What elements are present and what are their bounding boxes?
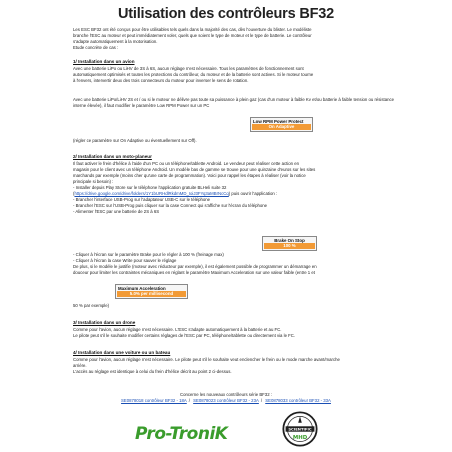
text-line: Il faut activer le frein d'hélice à l'aide d'un PC ou un téléphone/tablette Android. Le vendeur peut réaliser cette action en — [73, 161, 300, 166]
logo-text-top: SCIENTIFIC — [288, 427, 312, 432]
step-line: - Brancher l'ESC sur l'USB-Prog puis cliquer sur la case Connect qui s'affiche sur l'écran du téléphone — [73, 203, 268, 209]
text-line: De plus, si le modèle le justifie (moteur avec réducteur par exemple), il est également possible de programmer un démarrage en — [73, 264, 317, 270]
section-4-heading: 4/ Installation dans une voiture ou un bateau — [73, 350, 171, 355]
footer-links: SE0878018 contrôleur BF32 - 18A / SE0878023 contrôleur BF32 - 23A / SE0878033 contrôleur BF32 - 33A — [121, 398, 331, 403]
section-1-heading: 1/ Installation dans un avion — [73, 59, 135, 64]
setting-value: On Adaptive — [252, 124, 311, 130]
text-line: arrière. — [73, 363, 87, 369]
text-line: principale si besoin) : — [73, 179, 114, 185]
text-line: à l'envers, intervertir deux des trois connecteurs du moteur pour inverser le sens de rotation. — [73, 78, 249, 84]
text-line: magasin pour le client avec un téléphone Android. Un modèle bas de gamme se trouve pour une quinzaine d'euros sur les sites — [73, 167, 316, 173]
section-1-paragraph-2: Avec une batterie LiPo/LiHV 2S et / ou si le moteur ne délivre pas toute sa puissance à plein gaz (cas d'un moteur à faible Kv et/ou batterie à faible tension ou résistance interne élevée), il faut modifier le paramètre Low RPM Power sur un PC — [73, 97, 395, 109]
section-2-paragraph-2 — [73, 252, 398, 276]
section-4-paragraph — [73, 357, 398, 375]
text-line: - Cliquer à l'écran sur le paramètre Brake pour le régler à 100 % (freinage max) — [73, 252, 224, 257]
drive-suffix: ) puis ouvrir l'application : — [228, 191, 278, 197]
text-line: Comme pour l'avion, aucun réglage n'est nécessaire. L'ESC s'adapte automatiquement à la batterie et au FC. — [73, 327, 282, 332]
section-3-paragraph — [73, 327, 398, 339]
text-line: automatiquement optimisés et toutes les protections du contrôleur, du moteur et de la batterie sont actives. Si le moteur tourne — [73, 72, 314, 78]
step-line: - Installer depuis Play Store sur le téléphone l'application gratuite BLHeli suite 32 — [73, 185, 227, 191]
text-line: marchands par exemple (moins cher qu'une carte de programmation). Voici pour rappel les étapes à réaliser (voir la notice — [73, 173, 306, 179]
footer — [0, 392, 452, 404]
page-title: Utilisation des contrôleurs BF32 — [118, 6, 334, 22]
section-2-heading: 2/ Installation dans un moto-planeur — [73, 154, 152, 159]
text-line: Avec une batterie LiPo ou LiHV de 3S à 6S, aucun réglage n'est nécessaire. Tous les paramètres de fonctionnement sont — [73, 66, 304, 71]
section-3-heading: 3/ Installation dans un drone — [73, 320, 136, 325]
footer-line: Concerne les nouveaux contrôleurs série BF32 : — [180, 392, 272, 397]
product-link-33a[interactable]: SE0878033 contrôleur BF32 - 33A — [265, 398, 331, 403]
section-1-paragraph-3: (régler ce paramètre sur On Adaptive ou éventuellement sur Off). — [73, 138, 197, 143]
product-link-18a[interactable]: SE0878018 contrôleur BF32 - 18A — [121, 398, 187, 403]
setting-label: Brake On Stop — [274, 237, 305, 243]
max-acceleration-setting — [115, 284, 188, 299]
text-line: Comme pour l'avion, aucun réglage n'est nécessaire. Le pilote peut s'il le souhaite veut enclencher le frein ou le mode marche avant/marche — [73, 357, 340, 362]
drive-link[interactable]: https://drive.google.com/drive/folders/1Y1bURHdlRkdmMD_IoiJ3FYq3aMBrNcCq — [74, 191, 229, 197]
drive-link-line: (https://drive.google.com/drive/folders/1Y1bURHdlRkdmMD_IoiJ3FYq3aMBrNcCq) puis ouvrir l'application : — [73, 191, 278, 197]
pro-tronik-logo: Pro-TroniK — [135, 424, 228, 444]
section-2-tail: 50 % par exemple) — [73, 303, 110, 308]
scientific-mhd-logo — [282, 411, 318, 447]
text-line: douceur pour limiter les contraintes mécaniques en réglant le paramètre Maximum Acceleration sur une valeur faible (entre 1 et — [73, 270, 315, 276]
intro-line: Etude concrète de cas : — [73, 45, 119, 51]
step-line: - Brancher l'interface USB-Prog sur l'adaptateur USB-C sur le téléphone — [73, 197, 211, 203]
logo-text-bottom: MHD — [292, 434, 308, 441]
section-1-paragraph-1 — [73, 66, 398, 84]
setting-value: 5.0% per millisecond — [117, 291, 186, 297]
intro-line: Les ESC BF32 ont été conçus pour être utilisables tels quels dans la majorité des cas, dès l'ouverture du blister. Le modéliste — [73, 27, 312, 32]
section-2-paragraph-1 — [73, 161, 398, 215]
text-line: - Cliquer à l'écran la case Write pour sauver le réglage — [73, 258, 177, 264]
setting-label: Maximum Acceleration — [118, 285, 166, 291]
low-rpm-power-setting — [250, 117, 313, 132]
intro-line: s'adapte automatiquement à la motorisation. — [73, 39, 158, 45]
intro-paragraph — [73, 27, 398, 51]
setting-label: Low RPM Power Protect — [253, 118, 304, 124]
product-link-23a[interactable]: SE0878023 contrôleur BF32 - 23A — [193, 398, 259, 403]
step-line: - Alimenter l'ESC par une batterie de 2S à 6S — [73, 209, 160, 215]
setting-value: 100 % — [264, 243, 315, 249]
intro-line: branche l'ESC au moteur et peut immédiatement voler, quels que soient le type de moteur et le type de batterie. Le contrôleur — [73, 33, 312, 39]
brake-on-stop-setting — [262, 236, 317, 251]
text-line: L'accès au réglage est identique à celui du frein d'hélice décrit au point 2 ci-dessus. — [73, 369, 232, 375]
text-line: Le pilote peut s'il le souhaite modifier certains réglages de l'ESC par PC, téléphone/tablette ou directement via le FC. — [73, 333, 296, 339]
